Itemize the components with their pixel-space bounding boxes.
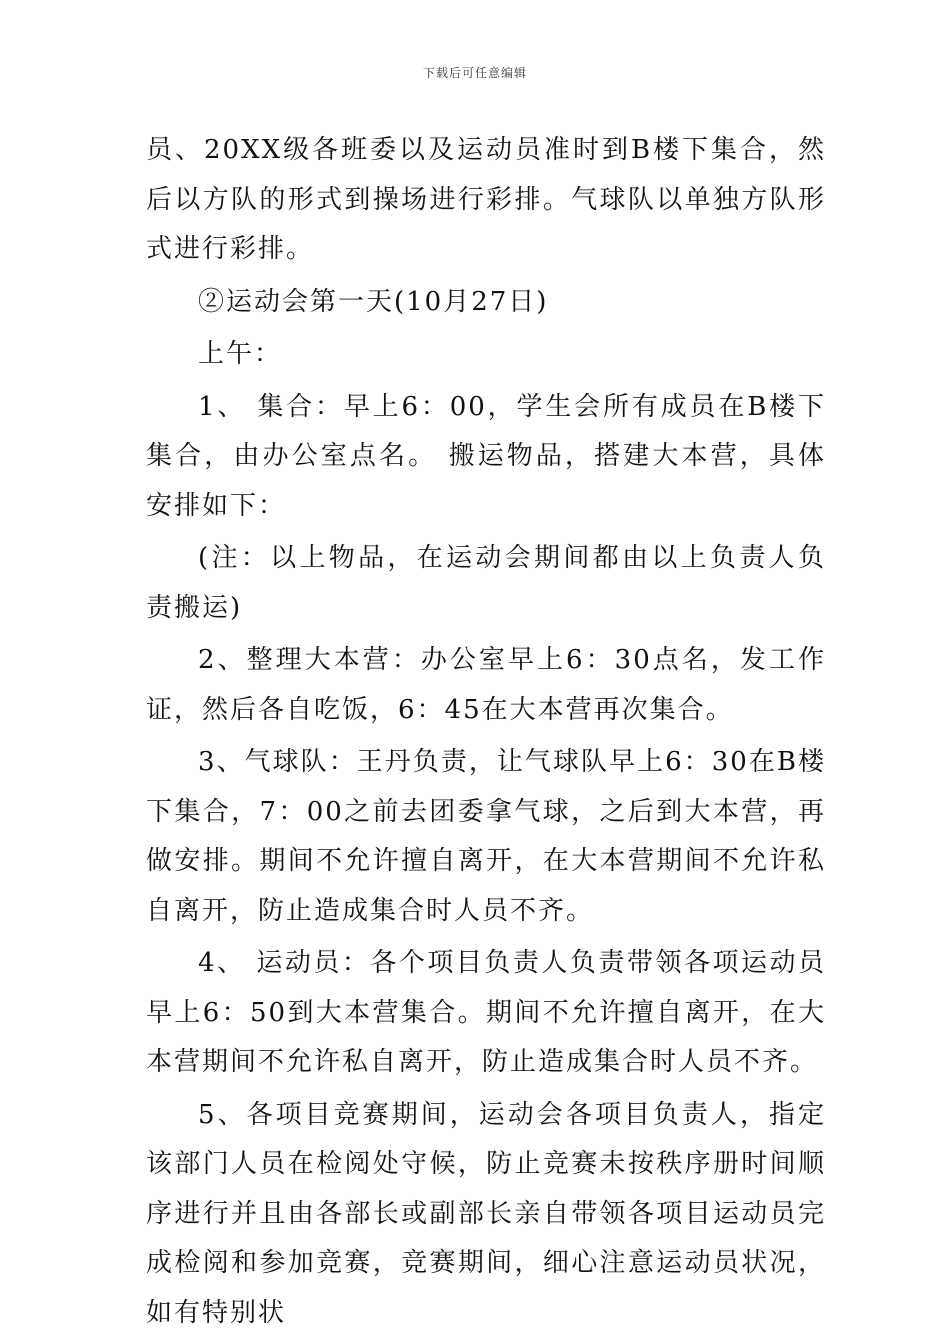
paragraph-1: 员、20XX级各班委以及运动员准时到B楼下集合，然后以方队的形式到操场进行彩排。气球队以单独方队形式进行彩排。 bbox=[146, 135, 826, 264]
paragraph-9: 5、各项目竞赛期间，运动会各项目负责人，指定该部门人员在检阅处守候，防止竞赛未按秩序册时间顺序进行并且由各部长或副部长亲自带领各项目运动员完成检阅和参加竞赛，竞赛期间，细心注意运动员状况，如有特别状 bbox=[146, 1099, 826, 1328]
paragraph-6: 2、整理大本营：办公室早上6：30点名，发工作证，然后各自吃饭，6：45在大本营再次集合。 bbox=[146, 645, 826, 725]
paragraph-2: ②运动会第一天(10月27日) bbox=[198, 286, 549, 317]
paragraph-4: 1、 集合：早上6：00，学生会所有成员在B楼下集合，由办公室点名。 搬运物品，搭建大本营，具体安排如下： bbox=[146, 391, 826, 521]
paragraph-7: 3、气球队：王丹负责，让气球队早上6：30在B楼下集合，7：00之前去团委拿气球，之后到大本营，再做安排。期间不允许擅自离开，在大本营期间不允许私自离开，防止造成集合时人员不齐。 bbox=[146, 747, 826, 926]
page-header: 下载后可任意编辑 bbox=[422, 66, 527, 80]
document-body bbox=[146, 126, 826, 1338]
paragraph-8: 4、 运动员：各个项目负责人负责带领各项运动员早上6：50到大本营集合。期间不允许擅自离开，在大本营期间不允许私自离开，防止造成集合时人员不齐。 bbox=[146, 948, 826, 1077]
paragraph-5: (注：以上物品，在运动会期间都由以上负责人负责搬运) bbox=[146, 543, 826, 623]
paragraph-3: 上午： bbox=[198, 339, 283, 369]
